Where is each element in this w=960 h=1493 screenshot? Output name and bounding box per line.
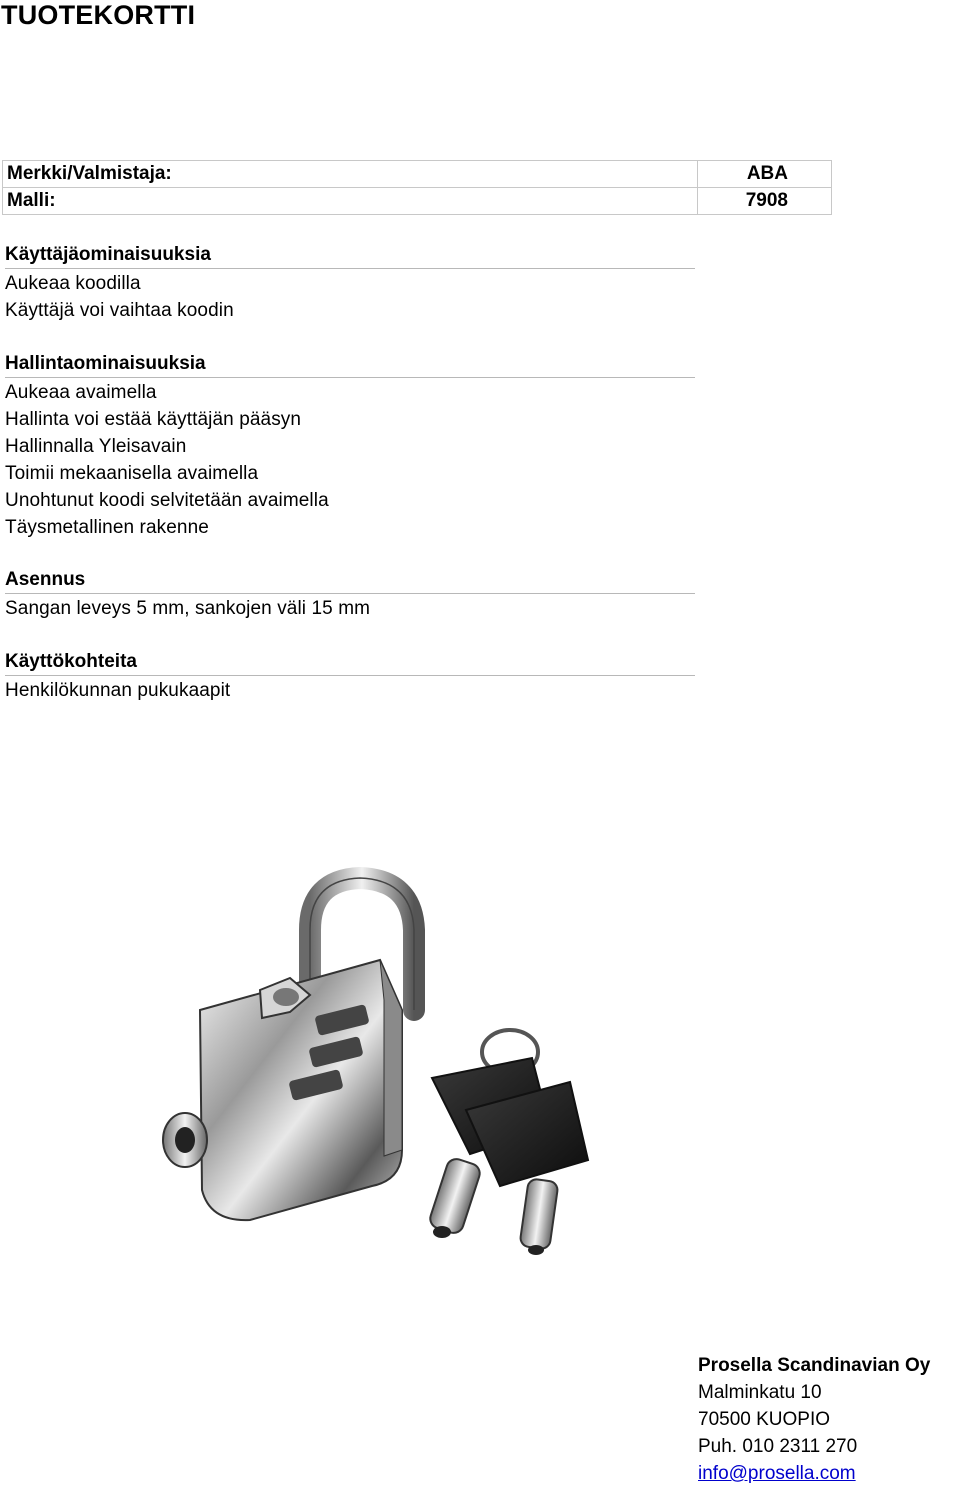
section-heading: Käyttökohteita bbox=[5, 649, 695, 676]
spec-row-brand bbox=[3, 161, 832, 188]
company-contact bbox=[698, 1352, 930, 1487]
spec-value: ABA bbox=[698, 161, 832, 188]
list-item: Henkilökunnan pukukaapit bbox=[5, 680, 231, 701]
spec-row-model bbox=[3, 188, 832, 215]
phone-number: Puh. 010 2311 270 bbox=[698, 1436, 858, 1457]
list-item: Unohtunut koodi selvitetään avaimella bbox=[5, 490, 329, 511]
street-address: Malminkatu 10 bbox=[698, 1382, 822, 1403]
list-item: Aukeaa koodilla bbox=[5, 273, 141, 294]
spec-label: Malli: bbox=[3, 188, 698, 215]
list-item: Hallinta voi estää käyttäjän pääsyn bbox=[5, 409, 302, 430]
list-item: Sangan leveys 5 mm, sankojen väli 15 mm bbox=[5, 598, 371, 619]
list-item: Hallinnalla Yleisavain bbox=[5, 436, 187, 457]
list-item: Käyttäjä voi vaihtaa koodin bbox=[5, 300, 234, 321]
section-admin-features bbox=[5, 351, 695, 541]
section-heading: Asennus bbox=[5, 567, 695, 594]
list-item: Täysmetallinen rakenne bbox=[5, 517, 209, 538]
company-name: Prosella Scandinavian Oy bbox=[698, 1355, 931, 1376]
spec-value: 7908 bbox=[698, 188, 832, 215]
email-link[interactable]: info@prosella.com bbox=[698, 1463, 856, 1484]
padlock-with-keys-image bbox=[140, 860, 600, 1300]
section-user-features bbox=[5, 242, 695, 324]
section-installation bbox=[5, 567, 695, 622]
spec-table bbox=[2, 160, 832, 215]
list-item: Aukeaa avaimella bbox=[5, 382, 157, 403]
section-use-cases bbox=[5, 649, 695, 704]
postal-city: 70500 KUOPIO bbox=[698, 1409, 831, 1430]
section-heading: Käyttäjäominaisuuksia bbox=[5, 242, 695, 269]
list-item: Toimii mekaanisella avaimella bbox=[5, 463, 259, 484]
page-title: TUOTEKORTTI bbox=[1, 0, 196, 30]
section-heading: Hallintaominaisuuksia bbox=[5, 351, 695, 378]
spec-label: Merkki/Valmistaja: bbox=[3, 161, 698, 188]
